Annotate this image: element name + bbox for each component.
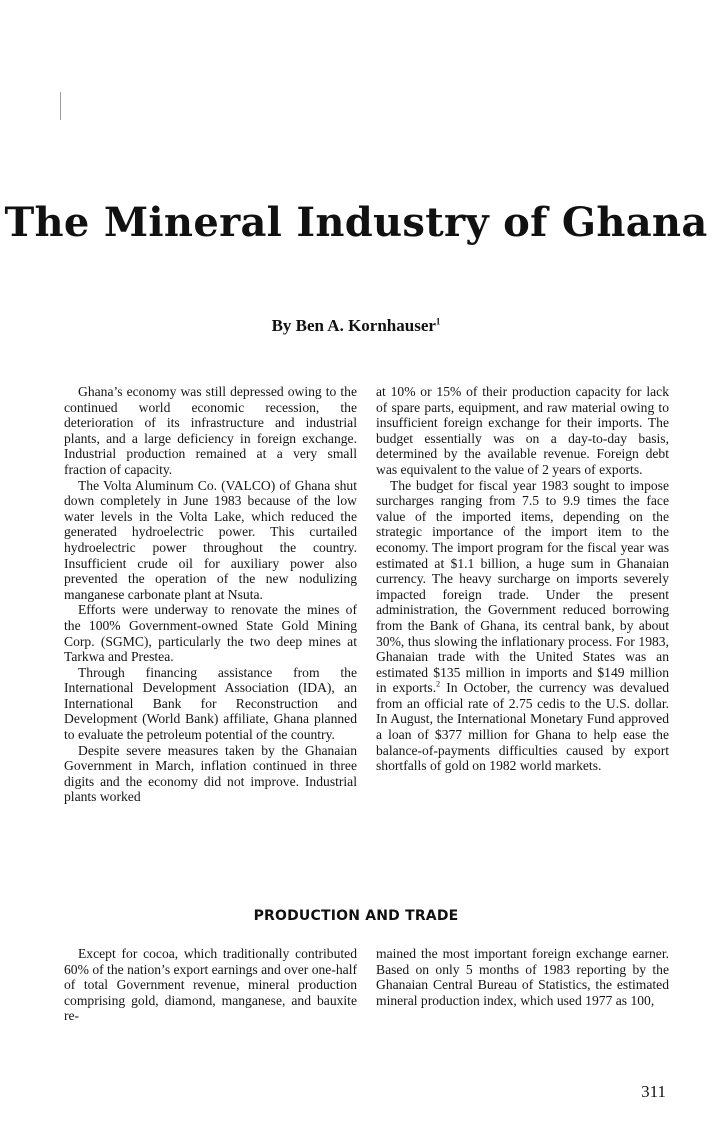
paragraph-inflation: Despite severe measures taken by the Ghanaian Government in March, inflation continued in three digits and the economy did not improve. Industrial plants worked xyxy=(64,742,357,805)
author-name: By Ben A. Kornhauser xyxy=(271,316,436,335)
section-column-left xyxy=(64,946,357,1024)
section-heading-text: PRODUCTION AND TRADE xyxy=(253,908,459,924)
body-column-right xyxy=(376,384,669,774)
paragraph-valco: The Volta Aluminum Co. (VALCO) of Ghana shut down completely in June 1983 because of the low water levels in the Volta Lake, which reduced the generated hydroelectric power. This curtailed hydroelectric power throughout the country. Insufficient crude oil for auxiliary power also prevented the operation of the new nodulizing manganese carbonate plant at Nsuta. xyxy=(64,477,357,602)
author-byline xyxy=(0,316,712,336)
paragraph-economy: Ghana’s economy was still depressed owing to the continued world economic recession, the deterioration of its infrastructure and industrial plants, and a large deficiency in foreign exchange. Industrial production remained at a very small fraction of capacity. xyxy=(64,384,357,477)
body-column-left xyxy=(64,384,357,805)
title-text: The Mineral Industry of Ghana xyxy=(4,199,708,246)
footnote-mark-2: 2 xyxy=(436,679,441,689)
budget-text-before: The budget for fiscal year 1983 sought to impose surcharges ranging from 7.5 to 9.9 times the face value of the imported items, depending on the strategic importance of the import item to the economy. The import program for the fiscal year was estimated at $1.1 billion, a huge sum in Ghanaian currency. The heavy surcharge on imports severely impacted foreign trade. Under the present administration, the Government reduced borrowing from the Bank of Ghana, its central bank, by about 30%, thus slowing the inflationary process. For 1983, Ghanaian trade with the United States was an estimated $135 million in imports and $149 million in exports. xyxy=(376,477,669,696)
paragraph-budget xyxy=(376,478,669,774)
section-heading xyxy=(0,908,712,924)
scan-edge-mark xyxy=(60,92,61,120)
paragraph-production-capacity: at 10% or 15% of their production capacity for lack of spare parts, equipment, and raw material owing to insufficient foreign exchange for their imports. The budget essentially was on a day-to-day basis, determined by the available revenue. Foreign debt was equivalent to the value of 2 years of exports. xyxy=(376,384,669,477)
page-number: 311 xyxy=(641,1082,666,1101)
paragraph-sgmc: Efforts were underway to renovate the mines of the 100% Government-owned State Gold Mining Corp. (SGMC), particularly the two deep mines at Tarkwa and Prestea. xyxy=(64,602,357,665)
paragraph-production-index: mained the most important foreign exchange earner. Based on only 5 months of 1983 reporting by the Ghanaian Central Bureau of Statistics, the estimated mineral production index, which used 1977 as 100, xyxy=(376,946,669,1008)
budget-text-after: In October, the currency was devalued from an official rate of 2.75 cedis to the U.S. dollar. In August, the International Monetary Fund approved a loan of $377 million for Ghana to help ease the balance-of-payments difficulties caused by export shortfalls of gold on 1982 world markets. xyxy=(376,680,669,774)
page-title xyxy=(0,198,712,248)
section-column-right xyxy=(376,946,669,1008)
author-footnote-mark: 1 xyxy=(435,316,441,327)
paragraph-ida: Through financing assistance from the International Development Association (IDA), an International Bank for Reconstruction and Development (World Bank) affiliate, Ghana planned to evaluate the petroleum potential of the country. xyxy=(64,664,357,743)
paragraph-cocoa: Except for cocoa, which traditionally contributed 60% of the nation’s export earnings and over one-half of total Government revenue, mineral production comprising gold, diamond, manganese, and bauxite re- xyxy=(64,946,357,1024)
